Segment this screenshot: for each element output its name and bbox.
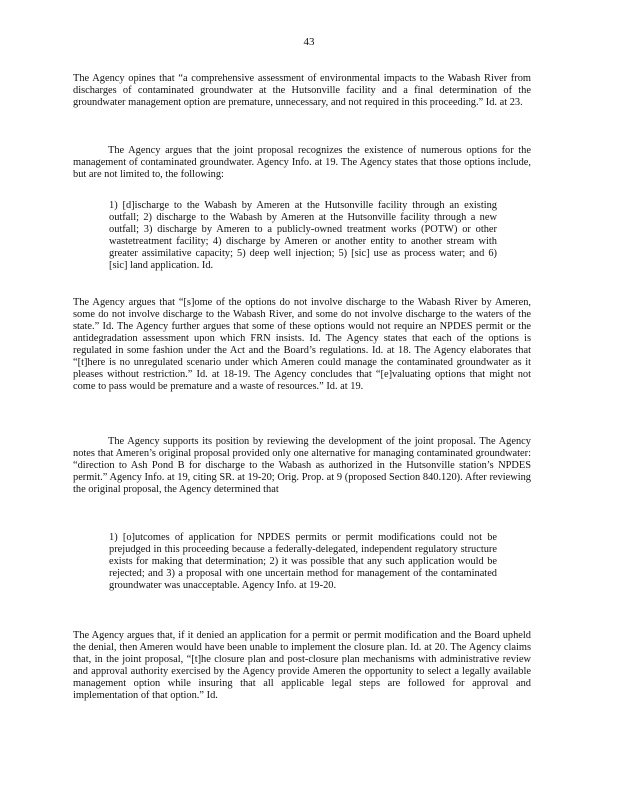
paragraph-3: The Agency argues that “[s]ome of the options do not involve discharge to the Wabash River by Ameren, some do not involve discharge to the Wabash River, and some do not involve discharge to the waters of the state.” Id. The Agency further argues that some of these options would not require an NPDES permit or the antidegradation assessment upon which FRN insists. Id. The Agency states that each of the options is regulated in some fashion under the Act and the Board’s regulations. Id. at 18. The Agency elaborates that “[t]here is no unregulated scenario under which Ameren could manage the contaminated groundwater as it pleases without restriction.” Id. at 18-19. The Agency concludes that “[e]valuating options that might not come to pass would be premature and a waste of resources.” Id. at 19. bbox=[73, 297, 531, 392]
paragraph-2: The Agency argues that the joint proposal recognizes the existence of numerous options for the management of contaminated groundwater. Agency Info. at 19. The Agency states that those options include, but are not limited to, the following: bbox=[73, 145, 531, 180]
paragraph-1: The Agency opines that “a comprehensive assessment of environmental impacts to the Wabash River from discharges of contaminated groundwater at the Hutsonville facility and a final determination of the groundwater management option are premature, unnecessary, and not required in this proceeding.” Id. at 23. bbox=[73, 73, 531, 108]
paragraph-5: The Agency argues that, if it denied an application for a permit or permit modification and the Board upheld the denial, then Ameren would have been unable to implement the closure plan. Id. at 20. The Agency claims that, in the joint proposal, “[t]he closure plan and post-closure plan mechanisms with administrative review and approval authority exercised by the Agency provide Ameren the opportunity to select a legally available management option while insuring that all applicable legal steps are followed for approval and implementation of that option.” Id. bbox=[73, 630, 531, 701]
paragraph-4: The Agency supports its position by reviewing the development of the joint proposal. The Agency notes that Ameren’s original proposal provided only one alternative for managing contaminated groundwater: “direction to Ash Pond B for discharge to the Wabash as authorized in the Hutsonville station’s NPDES permit.” Agency Info. at 19, citing SR. at 19-20; Orig. Prop. at 9 (proposed Section 840.120). After reviewing the original proposal, the Agency determined that bbox=[73, 436, 531, 495]
block-quote-determination: 1) [o]utcomes of application for NPDES permits or permit modifications could not be prejudged in this proceeding because a federally-delegated, independent regulatory structure exists for making that determination; 2) it was possible that any such application would be rejected; and 3) a proposal with one uncertain method for management of the contaminated groundwater was unacceptable. Agency Info. at 19-20. bbox=[109, 532, 497, 591]
block-quote-options: 1) [d]ischarge to the Wabash by Ameren at the Hutsonville facility through an existing outfall; 2) discharge to the Wabash by Ameren at the Hutsonville facility through a new outfall; 3) discharge by Ameren to a publicly-owned treatment works (POTW) or other wastetreatment facility; 4) discharge by Ameren or another entity to another stream with greater assimilative capacity; 5) deep well injection; 5) [sic] use as process water; and 6) [sic] land application. Id. bbox=[109, 200, 497, 271]
page-number: 43 bbox=[303, 36, 315, 48]
